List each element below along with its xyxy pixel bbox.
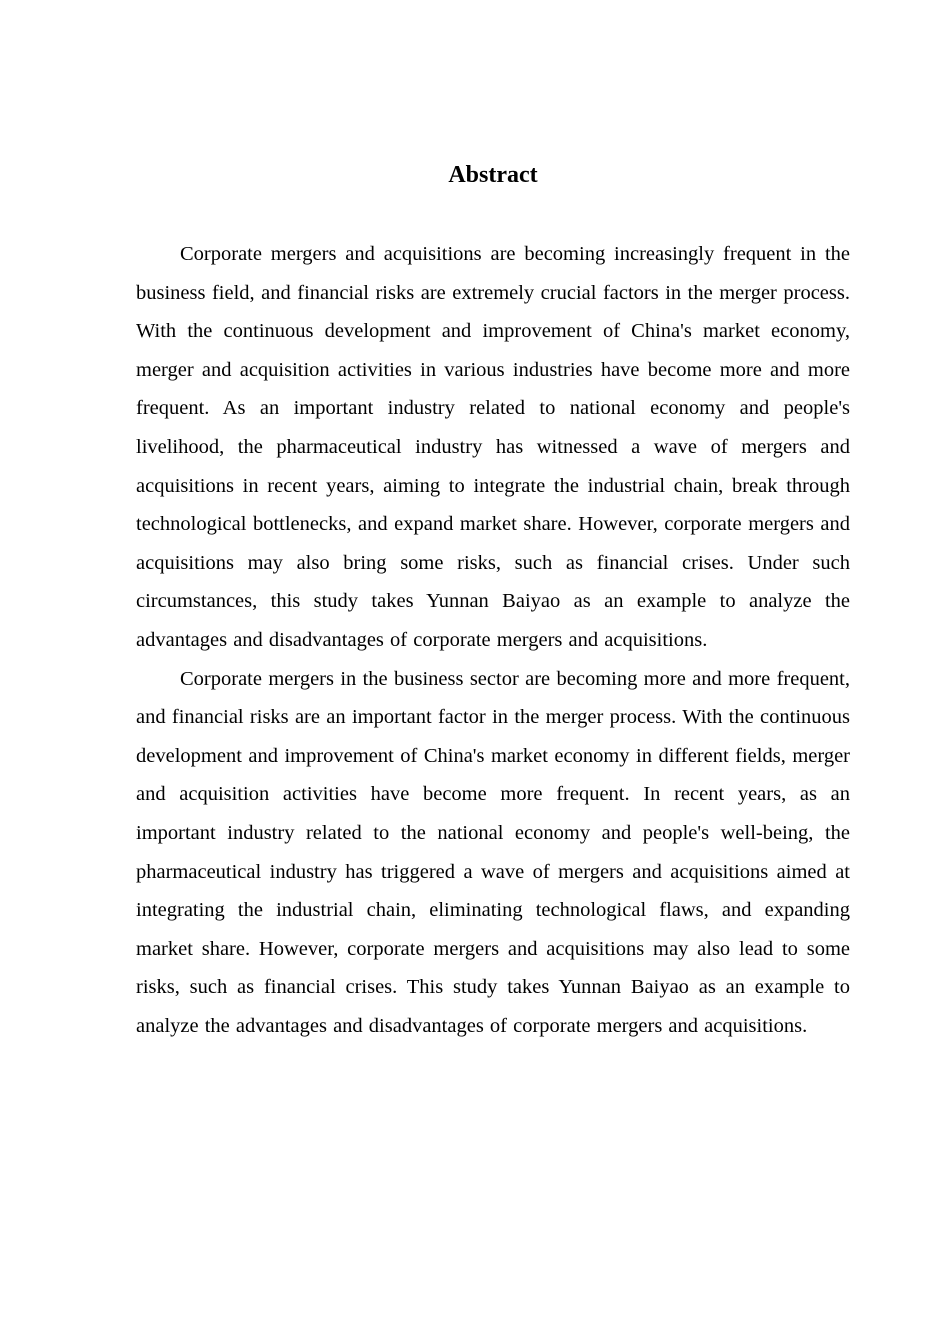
page-title: Abstract bbox=[448, 162, 538, 188]
abstract-paragraph-1: Corporate mergers and acquisitions are becoming increasingly frequent in the business field, and financial risks are extremely crucial factors in the merger process. With the continuous development and improvement of China's market economy, merger and acquisition activities in various industries have become more and more frequent. As an important industry related to national economy and people's livelihood, the pharmaceutical industry has witnessed a wave of mergers and acquisitions in recent years, aiming to integrate the industrial chain, break through technological bottlenecks, and expand market share. However, corporate mergers and acquisitions may also bring some risks, such as financial crises. Under such circumstances, this study takes Yunnan Baiyao as an example to analyze the advantages and disadvantages of corporate mergers and acquisitions. bbox=[136, 243, 850, 651]
abstract-paragraph-2: Corporate mergers in the business sector are becoming more and more frequent, and financial risks are an important factor in the merger process. With the continuous development and improvement of China's market economy in different fields, merger and acquisition activities have become more frequent. In recent years, as an important industry related to the national economy and people's well-being, the pharmaceutical industry has triggered a wave of mergers and acquisitions aimed at integrating the industrial chain, eliminating technological flaws, and expanding market share. However, corporate mergers and acquisitions may also lead to some risks, such as financial crises. This study takes Yunnan Baiyao as an example to analyze the advantages and disadvantages of corporate mergers and acquisitions. bbox=[136, 667, 850, 1037]
abstract-body bbox=[136, 235, 850, 1045]
